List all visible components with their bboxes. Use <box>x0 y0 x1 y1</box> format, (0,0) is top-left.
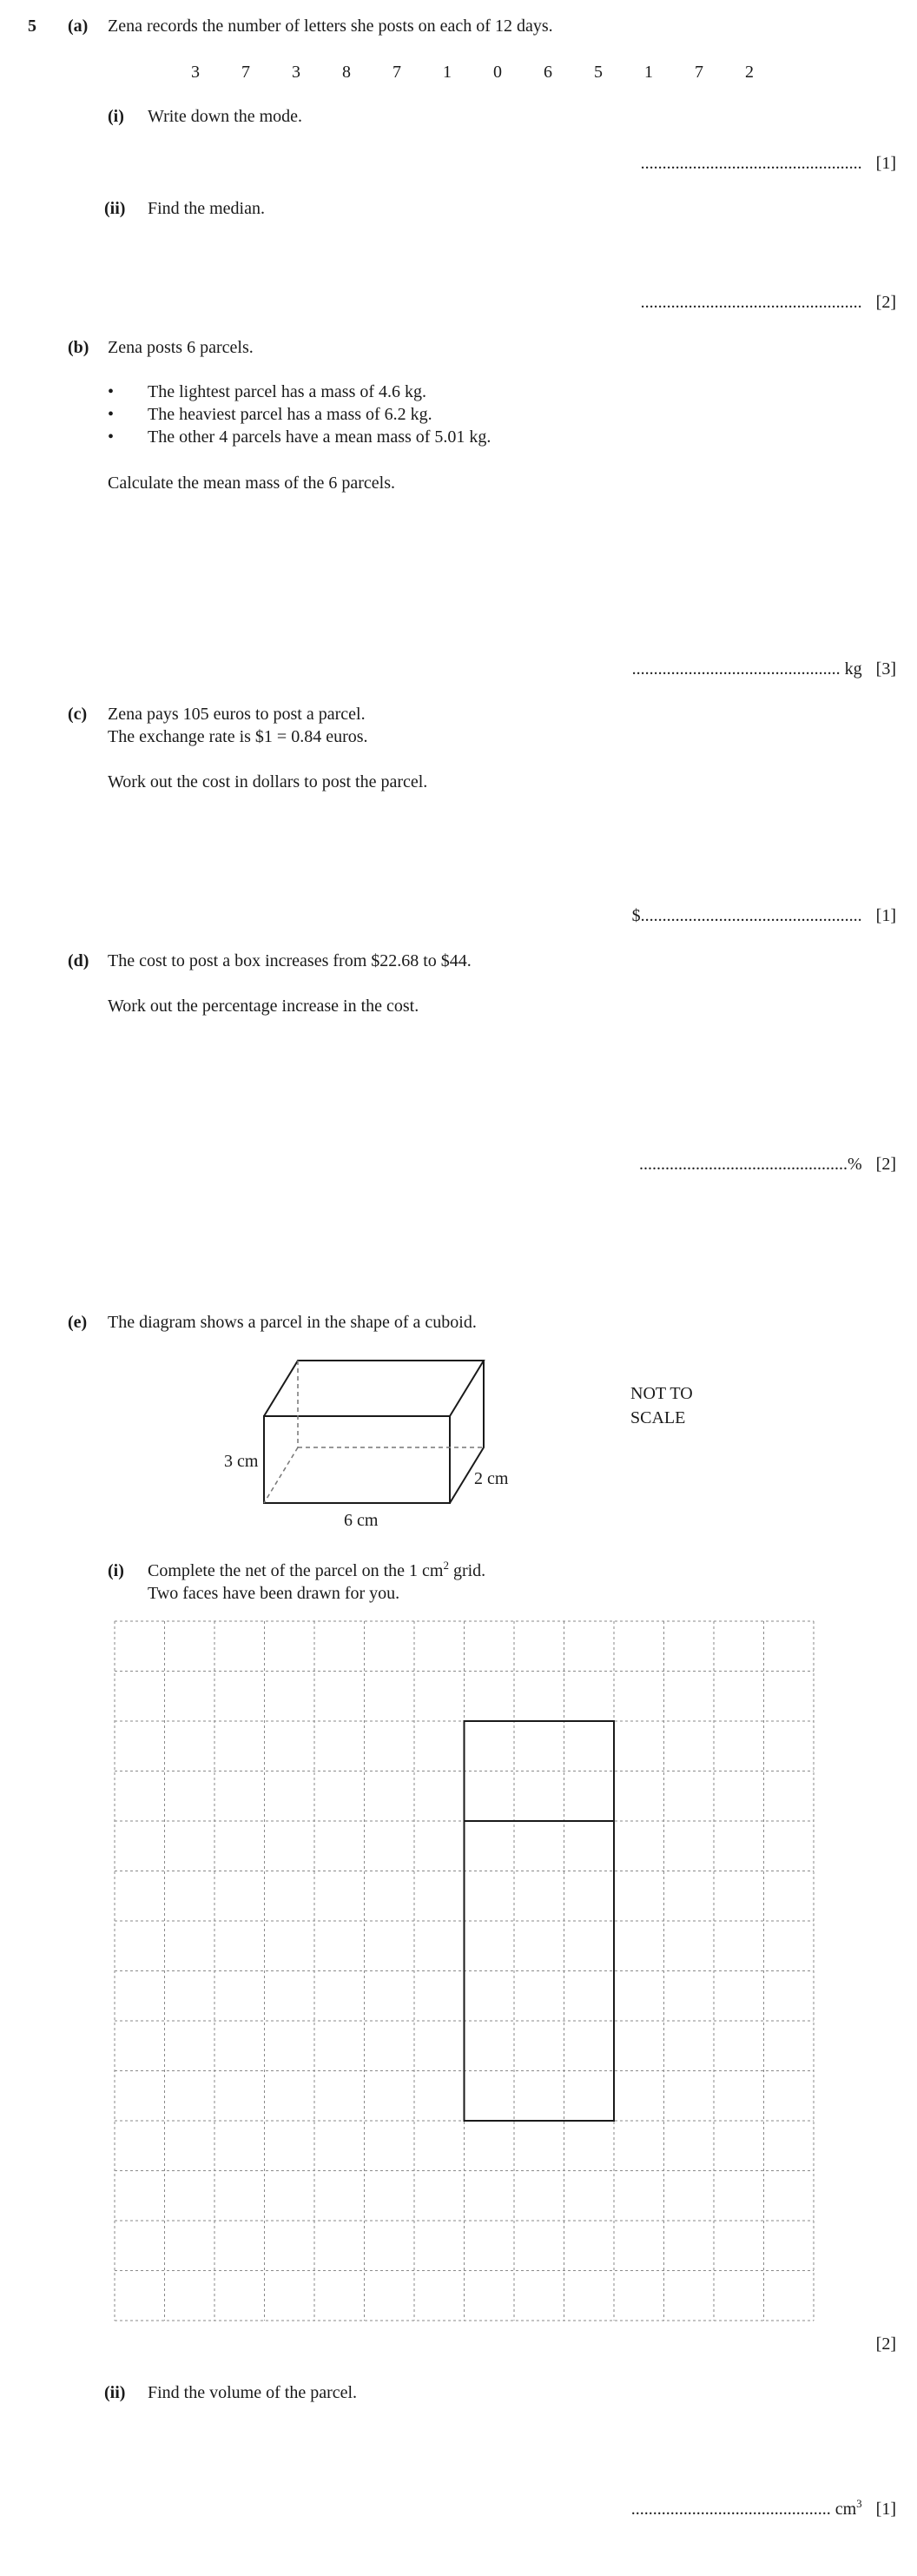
data-value: 1 <box>443 63 452 82</box>
answer-dots: ................................................ <box>631 659 841 679</box>
data-value: 7 <box>241 63 250 82</box>
answer-dots: ................................................... <box>640 154 862 173</box>
part-b-task: Calculate the mean mass of the 6 parcels. <box>108 473 395 493</box>
marks: [1] <box>875 906 896 925</box>
data-value: 0 <box>493 63 502 82</box>
data-value: 7 <box>695 63 703 82</box>
not-to-scale-line2: SCALE <box>630 1408 686 1427</box>
part-d-task: Work out the percentage increase in the cost. <box>108 997 419 1016</box>
answer-dots: ................................................... <box>640 293 862 312</box>
part-c-label: (c) <box>68 705 88 724</box>
question-number: 5 <box>28 17 36 36</box>
part-a-i-text: Write down the mode. <box>148 107 303 126</box>
answer-dots: ................................................... <box>640 906 862 925</box>
marks: [2] <box>875 1155 896 1174</box>
part-e-ii-text: Find the volume of the parcel. <box>148 2383 358 2402</box>
part-a-ii-label: (ii) <box>104 199 126 218</box>
part-a-label: (a) <box>68 17 89 36</box>
unit: % <box>848 1155 862 1174</box>
data-value: 1 <box>644 63 653 82</box>
data-value: 3 <box>292 63 300 82</box>
data-value: 3 <box>191 63 200 82</box>
unit: kg <box>844 659 862 679</box>
part-c-line1: Zena pays 105 euros to post a parcel. <box>108 705 366 724</box>
part-b-intro: Zena posts 6 parcels. <box>108 338 254 357</box>
superscript: 2 <box>443 1559 449 1572</box>
part-e-i-text-end: grid. <box>448 1561 486 1580</box>
answer-line-e-ii[interactable] <box>630 2497 896 2519</box>
not-to-scale-line1: NOT TO <box>630 1384 693 1403</box>
data-value: 6 <box>544 63 552 82</box>
marks: [2] <box>875 293 896 312</box>
part-e-i-text-main: Complete the net of the parcel on the 1 cm <box>148 1561 444 1580</box>
part-d-line1: The cost to post a box increases from $22.68 to $44. <box>108 951 472 970</box>
unit-superscript: 3 <box>856 2497 862 2510</box>
marks: [1] <box>875 154 896 173</box>
dim-length: 6 cm <box>344 1511 379 1530</box>
data-value: 5 <box>594 63 603 82</box>
part-a-i-label: (i) <box>108 107 124 126</box>
answer-dots: .............................................. <box>630 2500 831 2519</box>
part-e-ii-label: (ii) <box>104 2383 126 2402</box>
part-c-task: Work out the cost in dollars to post the parcel. <box>108 772 428 791</box>
marks: [3] <box>875 659 896 679</box>
currency-prefix: $ <box>631 906 641 925</box>
marks: [1] <box>875 2500 896 2519</box>
part-a-ii-text: Find the median. <box>148 199 265 218</box>
part-d-label: (d) <box>68 951 89 970</box>
part-e-label: (e) <box>68 1313 88 1332</box>
dim-height: 3 cm <box>224 1452 259 1471</box>
part-e-i-line2: Two faces have been drawn for you. <box>148 1584 400 1603</box>
marks-e-i: [2] <box>875 2334 896 2354</box>
part-a-intro: Zena records the number of letters she posts on each of 12 days. <box>108 17 553 36</box>
answer-dots: ................................................ <box>639 1155 848 1174</box>
bullet-item: • The heaviest parcel has a mass of 6.2 kg. <box>108 403 491 426</box>
part-e-i-label: (i) <box>108 1561 124 1580</box>
data-value: 8 <box>342 63 351 82</box>
data-value: 7 <box>393 63 401 82</box>
unit: cm <box>835 2500 857 2519</box>
part-c-line2: The exchange rate is $1 = 0.84 euros. <box>108 727 368 746</box>
part-e-intro: The diagram shows a parcel in the shape of a cuboid. <box>108 1313 477 1332</box>
dim-depth: 2 cm <box>474 1469 509 1488</box>
bullet-item: • The other 4 parcels have a mean mass of 5.01 kg. <box>108 426 491 448</box>
bullet-item: • The lightest parcel has a mass of 4.6 kg. <box>108 381 491 403</box>
data-value: 2 <box>745 63 754 82</box>
part-b-label: (b) <box>68 338 89 357</box>
